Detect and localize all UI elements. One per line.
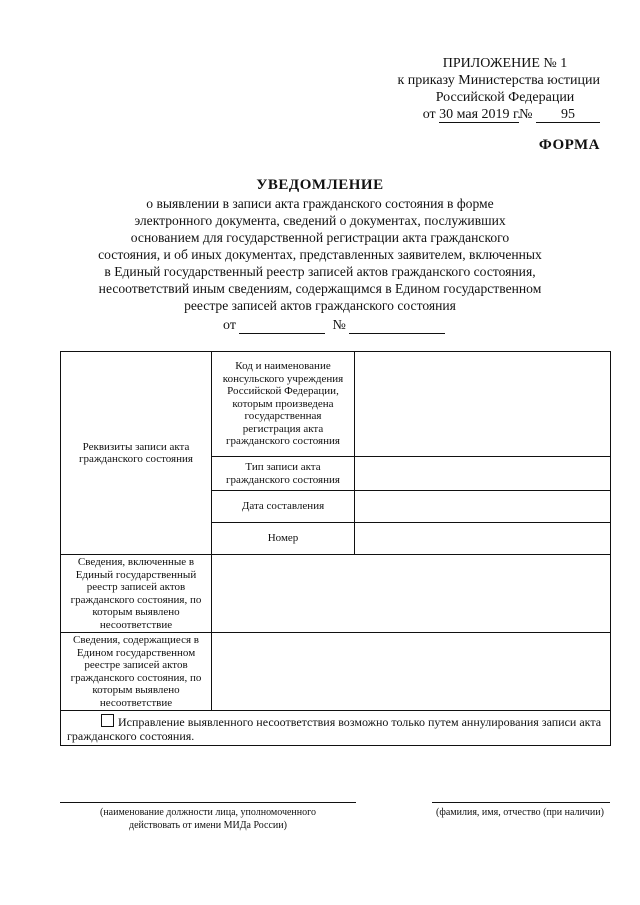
subtitle-line: реестре записей актов гражданского состояния	[184, 298, 456, 313]
number-value-cell[interactable]	[355, 523, 611, 555]
annex-date-value: 30 мая 2019 г.	[439, 107, 521, 122]
code-label: Код и наименование консульского учреждения Российской Федерации, которым произведена государственная регистрация акта гражданского состояния	[212, 352, 355, 457]
subtitle-line: состояния, и об иных документах, представленных заявителем, включенных	[98, 247, 542, 262]
subtitle-line: в Единый государственный реестр записей актов гражданского состояния,	[104, 264, 536, 279]
signature-right-line	[432, 802, 610, 803]
annex-title: ПРИЛОЖЕНИЕ № 1	[442, 56, 568, 71]
requisites-label: Реквизиты записи акта гражданского состояния	[61, 352, 212, 555]
subtitle-line: основанием для государственной регистрации акта гражданского	[130, 230, 510, 245]
correction-note-text: Исправление выявленного несоответствия возможно только путем аннулирования записи акта гражданского состояния.	[67, 714, 602, 743]
signature-left-caption	[60, 806, 356, 832]
included-info-value-cell[interactable]	[212, 555, 611, 633]
annex-ministry-line: Российской Федерации	[435, 90, 575, 105]
document-title: УВЕДОМЛЕНИЕ	[256, 177, 384, 193]
record-type-value-cell[interactable]	[355, 457, 611, 491]
annex-order-line: к приказу Министерства юстиции	[397, 73, 600, 88]
signature-left-line1: (наименование должности лица, уполномоченного	[100, 807, 316, 818]
form-label: ФОРМА	[538, 137, 600, 153]
contained-info-label: Сведения, содержащиеся в Едином государственном реестре записей актов гражданского состояния, по которым выявлено несоответствие	[61, 633, 212, 711]
subtitle-line: несоответствий иным сведениям, содержащимся в Едином государственном	[98, 281, 542, 296]
requisites-table	[60, 351, 611, 746]
notice-number-field[interactable]	[349, 319, 445, 334]
document-subtitle	[80, 195, 560, 314]
signature-right-caption: (фамилия, имя, отчество (при наличии)	[436, 807, 604, 818]
date-value-cell[interactable]	[355, 491, 611, 523]
signature-left-line2: действовать от имени МИДа России)	[129, 820, 287, 831]
correction-checkbox[interactable]	[101, 714, 114, 727]
included-info-label: Сведения, включенные в Единый государственный реестр записей актов гражданского состояния, по которым выявлено несоответствие	[61, 555, 212, 633]
correction-note-row	[61, 711, 611, 746]
notice-number-prefix: №	[332, 318, 346, 333]
number-label: Номер	[212, 523, 355, 555]
date-label: Дата составления	[212, 491, 355, 523]
record-type-label: Тип записи акта гражданского состояния	[212, 457, 355, 491]
annex-date-prefix: от	[422, 107, 436, 122]
annex-number-prefix: №	[519, 107, 533, 122]
code-value-cell[interactable]	[355, 352, 611, 457]
notice-date-line	[223, 318, 445, 334]
contained-info-value-cell[interactable]	[212, 633, 611, 711]
annex-date-line	[340, 106, 600, 123]
notice-date-prefix: от	[223, 318, 236, 333]
annex-number-value: 95	[536, 108, 600, 123]
notice-date-field[interactable]	[239, 319, 325, 334]
signature-left-line	[60, 802, 356, 803]
subtitle-line: о выявлении в записи акта гражданского состояния в форме	[146, 196, 494, 211]
subtitle-line: электронного документа, сведений о документах, послуживших	[134, 213, 506, 228]
annex-block	[340, 55, 600, 123]
